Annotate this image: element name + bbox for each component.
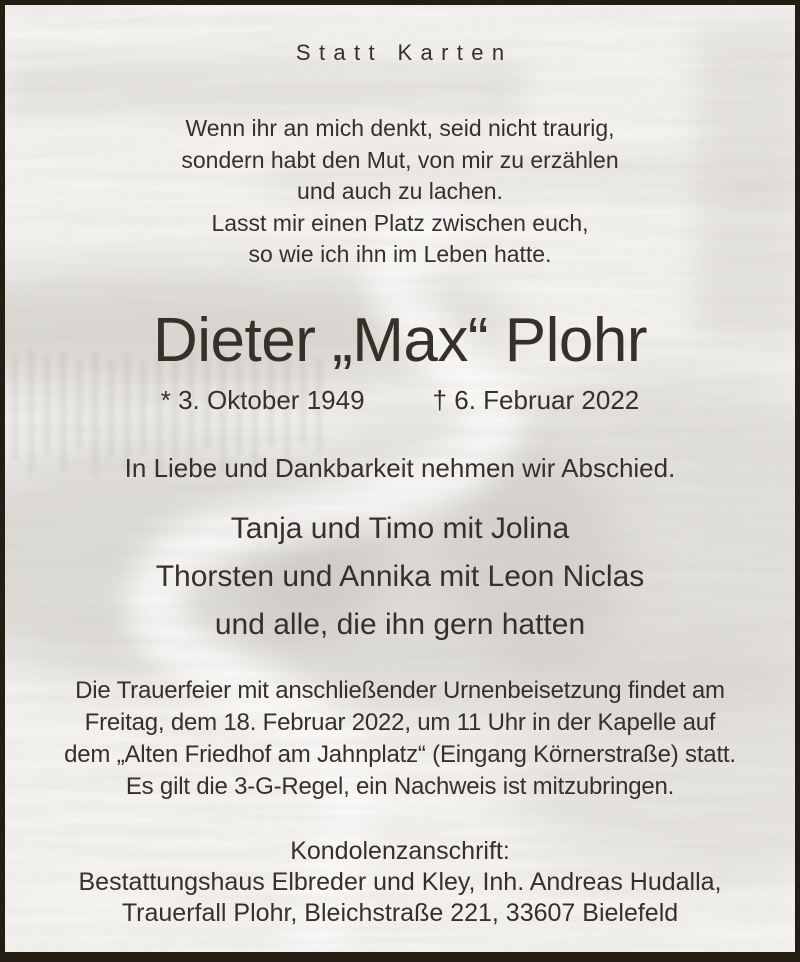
death-date: † 6. Februar 2022 [432,384,640,415]
poem-line: und auch zu lachen. [297,178,503,204]
mourners-line: Tanja und Timo mit Jolina [230,511,570,545]
memorial-poem [5,113,795,271]
funeral-line: Die Trauerfeier mit anschließender Urnenbeisetzung findet am [75,676,725,704]
poem-line: sondern habt den Mut, von mir zu erzählen [181,146,619,173]
poem-line: Wenn ihr an mich denkt, seid nicht traurig, [185,115,615,141]
header-statt-karten: Statt Karten [295,40,513,65]
condolence-label: Kondolenzanschrift: [290,836,510,865]
farewell-line: In Liebe und Dankbarkeit nehmen wir Abschied. [124,452,676,483]
condolence-section [5,836,795,929]
mourners-line: und alle, die ihn gern hatten [214,607,586,641]
condolence-address-line: Trauerfall Plohr, Bleichstraße 221, 33607 Bielefeld [121,898,679,927]
funeral-line: Freitag, dem 18. Februar 2022, um 11 Uhr in der Kapelle auf [84,708,716,736]
poem-line: so wie ich ihn im Leben hatte. [248,241,552,267]
deceased-name: Dieter „Max“ Plohr [153,305,647,375]
birth-date: * 3. Oktober 1949 [160,384,365,415]
funeral-line: dem „Alten Friedhof am Jahnplatz“ (Eingang Körnerstraße) statt. [64,740,736,768]
obituary-content [5,39,795,962]
funeral-line: Es gilt die 3-G-Regel, ein Nachweis ist mitzubringen. [125,772,675,800]
poem-line: Lasst mir einen Platz zwischen euch, [211,209,589,236]
mourners-list [5,505,795,649]
condolence-address-line: Bestattungshaus Elbreder und Kley, Inh. Andreas Hudalla, [78,867,722,896]
life-dates [5,385,795,415]
mourners-line: Thorsten und Annika mit Leon Niclas [155,559,645,593]
funeral-details [5,675,795,803]
